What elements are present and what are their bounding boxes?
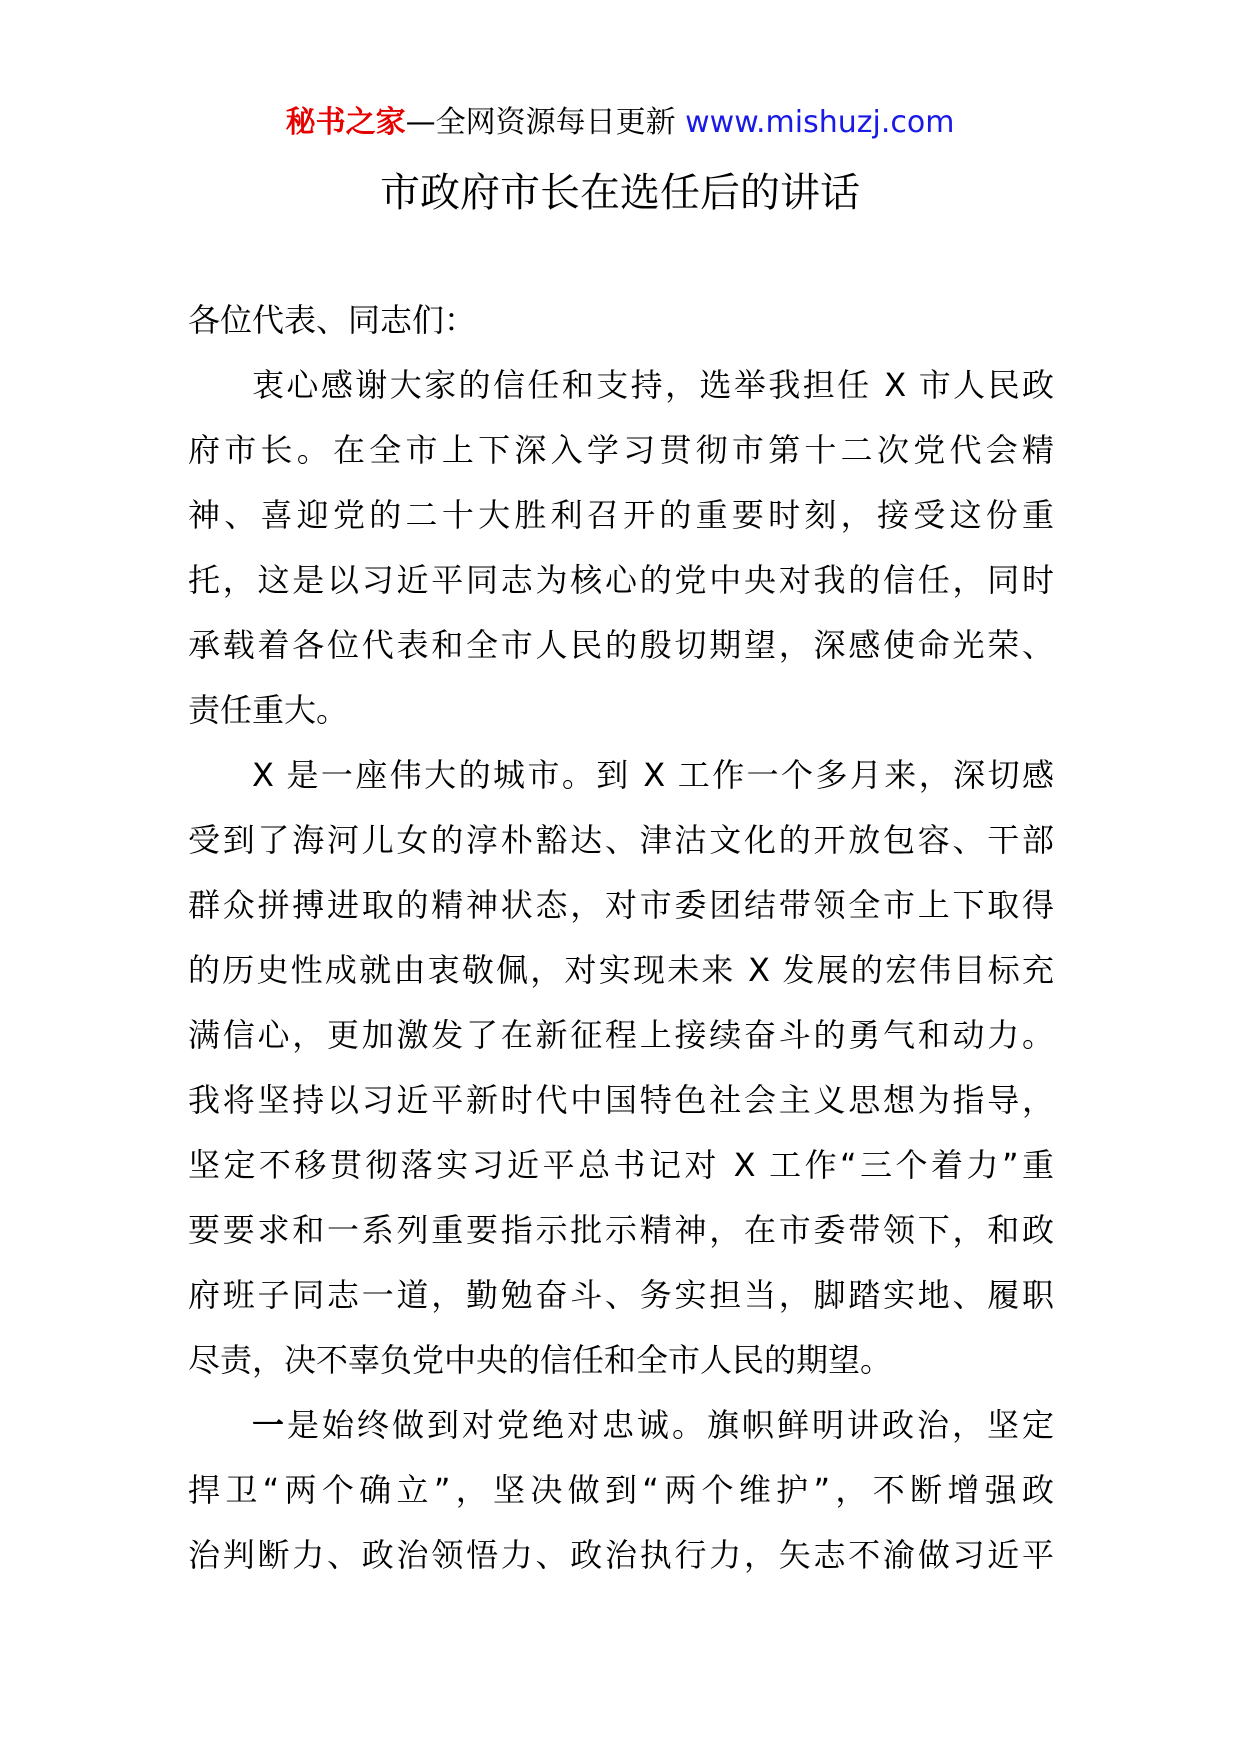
text-line: 我将坚持以习近平新时代中国特色社会主义思想为指导， — [188, 1081, 1054, 1119]
text-line: 尽责，决不辜负党中央的信任和全市人民的期望。 — [188, 1341, 893, 1379]
text-line: 承载着各位代表和全市人民的殷切期望，深感使命光荣、 — [188, 626, 1054, 664]
text-line: 衷心感谢大家的信任和支持，选举我担任 X 市人民政 — [252, 366, 1054, 404]
text-line: 治判断力、政治领悟力、政治执行力，矢志不渝做习近平 — [188, 1536, 1054, 1574]
lead-word: 一 — [252, 1406, 287, 1444]
site-header — [0, 103, 1240, 143]
text-line: 坚定不移贯彻落实习近平总书记对 X 工作“三个着力”重 — [188, 1146, 1054, 1184]
text-line: X 是一座伟大的城市。到 X 工作一个多月来，深切感 — [252, 756, 1054, 794]
document-body — [188, 288, 1054, 1588]
text-line: 神、喜迎党的二十大胜利召开的重要时刻，接受这份重 — [188, 496, 1054, 534]
document-title: 市政府市长在选任后的讲话 — [380, 170, 860, 216]
text-line: 托，这是以习近平同志为核心的党中央对我的信任，同时 — [188, 561, 1054, 599]
salutation: 各位代表、同志们： — [188, 301, 477, 339]
text-line — [188, 1393, 1054, 1458]
text-line: 满信心，更加激发了在新征程上接续奋斗的勇气和动力。 — [188, 1016, 1054, 1054]
text-line: 群众拼搏进取的精神状态，对市委团结带领全市上下取得 — [188, 886, 1054, 924]
text-line: 要要求和一系列重要指示批示精神，在市委带领下，和政 — [188, 1211, 1054, 1249]
brand-name: 秘书之家 — [285, 105, 406, 140]
text-line: 责任重大。 — [188, 691, 349, 729]
text-line: 的历史性成就由衷敬佩，对实现未来 X 发展的宏伟目标充 — [188, 951, 1054, 989]
site-url-link[interactable]: www.mishuzj.com — [685, 105, 955, 140]
text-line: 府班子同志一道，勤勉奋斗、务实担当，脚踏实地、履职 — [188, 1276, 1054, 1314]
text-line: 捍卫“两个确立”，坚决做到“两个维护”，不断增强政 — [188, 1471, 1054, 1509]
header-tagline: —全网资源每日更新 — [405, 105, 676, 140]
text-line: 府市长。在全市上下深入学习贯彻市第十二次党代会精 — [188, 431, 1054, 469]
text-line-rest: 是始终做到对党绝对忠诚。旗帜鲜明讲政治，坚定 — [287, 1406, 1054, 1444]
text-line: 受到了海河儿女的淳朴豁达、津沽文化的开放包容、干部 — [188, 821, 1054, 859]
